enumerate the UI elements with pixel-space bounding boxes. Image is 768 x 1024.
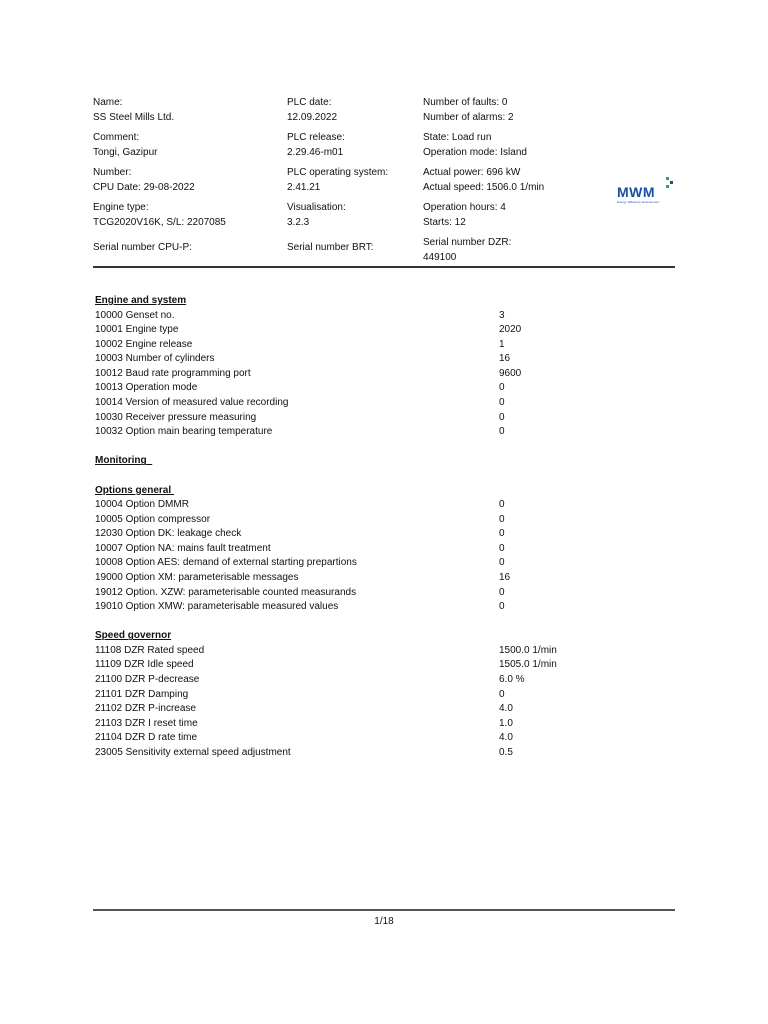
param-value: 1.0 xyxy=(499,717,513,729)
visualisation-value: 3.2.3 xyxy=(287,216,310,228)
page-number: 1/18 xyxy=(374,916,394,927)
table-row xyxy=(95,688,575,703)
table-row xyxy=(95,367,575,382)
table-row xyxy=(95,702,575,717)
table-row xyxy=(95,658,575,673)
table-row xyxy=(95,556,575,571)
param-label: 10012 Baud rate programming port xyxy=(95,367,251,379)
param-label: 10014 Version of measured value recording xyxy=(95,397,289,409)
comment-value: Tongi, Gazipur xyxy=(93,146,158,158)
table-row xyxy=(95,338,575,353)
plc-date-value: 12.09.2022 xyxy=(287,111,338,123)
param-value: 0 xyxy=(499,601,505,613)
number-label: Number: xyxy=(93,167,132,178)
visualisation-label: Visualisation: xyxy=(287,202,346,213)
spacer xyxy=(95,615,575,630)
plc-os-label: PLC operating system: xyxy=(287,167,389,178)
plc-date-label: PLC date: xyxy=(287,97,332,108)
plc-release-value: 2.29.46-m01 xyxy=(287,146,344,158)
table-row xyxy=(95,352,575,367)
spacer xyxy=(95,440,575,455)
starts-text: Starts: 12 xyxy=(423,216,466,228)
param-value: 0 xyxy=(499,426,505,438)
param-label: 10032 Option main bearing temperature xyxy=(95,426,273,438)
table-row xyxy=(95,731,575,746)
param-value: 0 xyxy=(499,557,505,569)
name-value: SS Steel Mills Ltd. xyxy=(93,111,175,123)
table-row xyxy=(95,425,575,440)
name-label: Name: xyxy=(93,97,123,108)
param-value: 4.0 xyxy=(499,703,513,715)
parameter-list xyxy=(95,294,575,761)
table-row xyxy=(95,673,575,688)
actual-power-text: Actual power: 696 kW xyxy=(423,167,521,178)
faults-count: Number of faults: 0 xyxy=(423,97,508,108)
logo-dot-green-icon xyxy=(666,185,669,188)
param-value: 9600 xyxy=(499,367,522,379)
param-label: 11108 DZR Rated speed xyxy=(95,644,205,656)
param-label: 12030 Option DK: leakage check xyxy=(95,528,242,540)
param-value: 1500.0 1/min xyxy=(499,644,557,656)
section-title-engine-and-system: Engine and system xyxy=(95,295,187,306)
param-label: 10008 Option AES: demand of external starting prepartions xyxy=(95,557,357,569)
param-value: 0 xyxy=(499,688,505,700)
comment-label: Comment: xyxy=(93,132,140,143)
param-label: 10000 Genset no. xyxy=(95,309,175,321)
param-value: 0.5 xyxy=(499,747,513,759)
param-label: 10001 Engine type xyxy=(95,324,179,336)
table-row xyxy=(95,527,575,542)
table-row xyxy=(95,411,575,426)
table-row xyxy=(95,498,575,513)
plc-release-label: PLC release: xyxy=(287,132,345,143)
section-title-speed-governor: Speed governor xyxy=(95,630,172,642)
state-text: State: Load run xyxy=(423,132,492,143)
param-label: 10013 Operation mode xyxy=(95,382,198,394)
table-row xyxy=(95,309,575,324)
operation-hours-text: Operation hours: 4 xyxy=(423,202,506,213)
table-row xyxy=(95,600,575,615)
number-value: CPU Date: 29-08-2022 xyxy=(93,181,195,193)
spacer xyxy=(95,469,575,484)
param-value: 0 xyxy=(499,397,505,409)
param-value: 0 xyxy=(499,586,505,598)
operation-mode-text: Operation mode: Island xyxy=(423,146,527,158)
param-value: 1 xyxy=(499,338,505,350)
param-value: 16 xyxy=(499,572,511,583)
plc-os-value: 2.41.21 xyxy=(287,181,321,193)
engine-type-value: TCG2020V16K, S/L: 2207085 xyxy=(93,216,226,228)
serial-cpu-label: Serial number CPU-P: xyxy=(93,242,192,253)
table-row xyxy=(95,746,575,761)
param-label: 19000 Option XM: parameterisable messages xyxy=(95,572,299,583)
logo-tagline: Energy. Efficiency. Environment. xyxy=(617,200,660,204)
param-label: 21103 DZR I reset time xyxy=(95,717,198,729)
footer-divider xyxy=(93,909,675,911)
alarms-count: Number of alarms: 2 xyxy=(423,111,514,123)
param-value: 16 xyxy=(499,353,511,365)
param-value: 0 xyxy=(499,542,505,554)
header-divider xyxy=(93,266,675,268)
param-value: 0 xyxy=(499,499,505,511)
mwm-logo xyxy=(617,176,677,208)
serial-dzr-label: Serial number DZR: xyxy=(423,237,512,248)
param-value: 4.0 xyxy=(499,732,513,744)
param-label: 10007 Option NA: mains fault treatment xyxy=(95,542,271,554)
param-label: 21102 DZR P-increase xyxy=(95,703,196,715)
logo-dot-green-icon xyxy=(666,177,669,180)
param-label: 23005 Sensitivity external speed adjustment xyxy=(95,747,291,759)
table-row xyxy=(95,644,575,659)
table-row xyxy=(95,323,575,338)
param-label: 21101 DZR Damping xyxy=(95,688,189,700)
param-label: 19010 Option XMW: parameterisable measured values xyxy=(95,601,339,613)
param-value: 6.0 % xyxy=(499,674,525,686)
logo-dot-blue-icon xyxy=(670,181,673,184)
table-row xyxy=(95,586,575,601)
section-title-options-general: Options general xyxy=(95,484,174,496)
table-row xyxy=(95,571,575,586)
param-label: 10030 Receiver pressure measuring xyxy=(95,411,257,423)
param-value: 0 xyxy=(499,528,505,540)
serial-brt-label: Serial number BRT: xyxy=(287,242,374,253)
table-row xyxy=(95,542,575,557)
param-label: 11109 DZR Idle speed xyxy=(95,659,194,671)
param-label: 10003 Number of cylinders xyxy=(95,353,215,365)
table-row xyxy=(95,513,575,528)
section-title-monitoring: Monitoring xyxy=(95,455,153,467)
logo-wordmark: MWM xyxy=(617,184,656,200)
table-row xyxy=(95,717,575,732)
param-value: 2020 xyxy=(499,324,522,336)
actual-speed-text: Actual speed: 1506.0 1/min xyxy=(423,181,545,193)
param-label: 10005 Option compressor xyxy=(95,513,211,525)
param-label: 10002 Engine release xyxy=(95,338,193,350)
param-label: 19012 Option. XZW: parameterisable counted measurands xyxy=(95,586,357,598)
param-value: 0 xyxy=(499,513,505,525)
param-label: 10004 Option DMMR xyxy=(95,499,189,511)
param-value: 0 xyxy=(499,382,505,394)
param-value: 1505.0 1/min xyxy=(499,659,557,671)
table-row xyxy=(95,396,575,411)
table-row xyxy=(95,381,575,396)
serial-dzr-value: 449100 xyxy=(423,251,457,263)
param-value: 3 xyxy=(499,309,505,321)
param-label: 21104 DZR D rate time xyxy=(95,732,198,744)
engine-type-label: Engine type: xyxy=(93,202,149,213)
param-label: 21100 DZR P-decrease xyxy=(95,674,200,686)
param-value: 0 xyxy=(499,411,505,423)
